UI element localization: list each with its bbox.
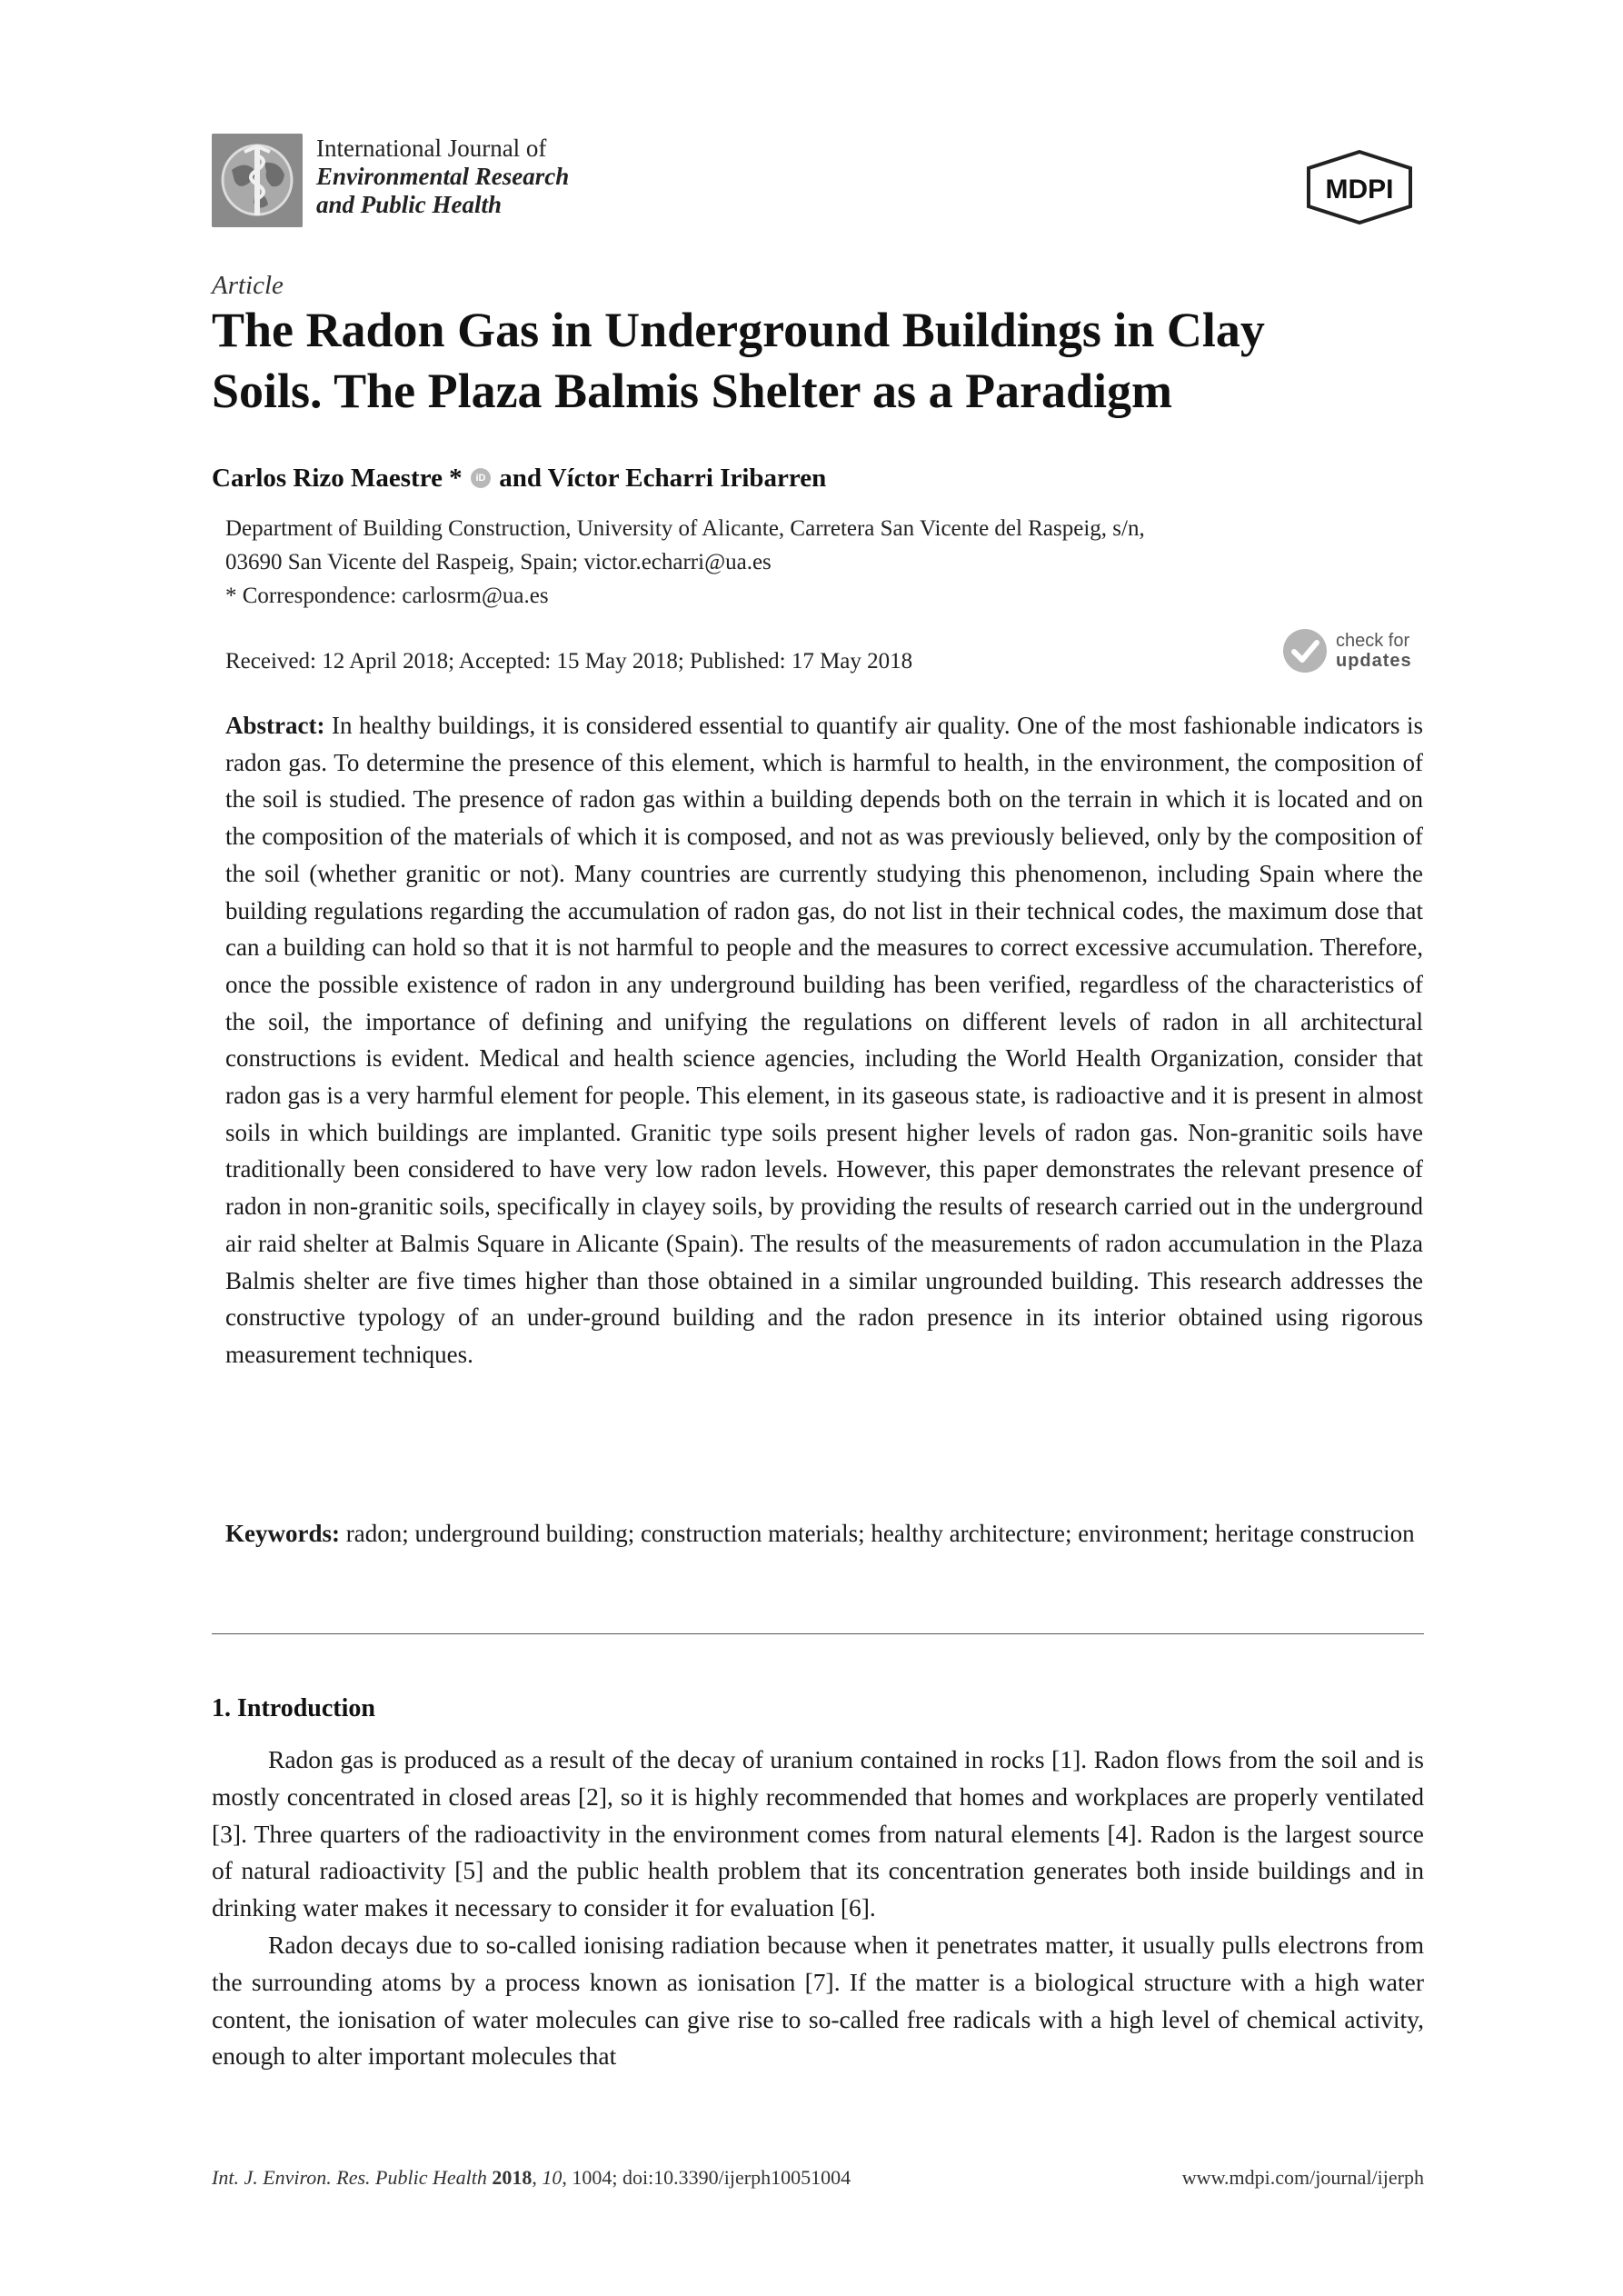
section-heading: 1. Introduction (212, 1694, 375, 1722)
journal-logo-icon (212, 134, 303, 227)
keywords (225, 1515, 1423, 1552)
check-for-updates-line2: updates (1336, 651, 1412, 671)
journal-abbrev: Int. J. Environ. Res. Public Health (212, 2166, 487, 2189)
article-title (212, 300, 1429, 422)
citation-footer: Int. J. Environ. Res. Public Health 2018, 10, 1004; doi:10.3390/ijerph10051004 (212, 2166, 851, 2189)
author-list (212, 464, 826, 494)
author-name: Carlos Rizo Maestre * (212, 464, 463, 493)
body-paragraph: Radon decays due to so-called ionising radiation because when it penetrates matter, it usually pulls electrons from the surrounding atoms by a process known as ionisation [7]. If the matter is a biological structure with a high water content, the ionisation of water molecules can give rise to so-called free radicals with a high level of chemical activity, enough to alter important molecules that (212, 1930, 1424, 2071)
correspondence: * Correspondence: carlosrm@ua.es (225, 584, 549, 608)
keywords-text: radon; underground building; construction materials; healthy architecture; environment; heritage construcion (345, 1520, 1415, 1547)
section-body (212, 1742, 1424, 2075)
mdpi-logo-text: MDPI (1325, 175, 1394, 205)
check-for-updates-button[interactable] (1281, 627, 1427, 678)
citation-volume: 10 (542, 2166, 563, 2189)
journal-name-line3: and Public Health (316, 191, 503, 218)
article-type: Article (212, 271, 284, 300)
keywords-label: Keywords: (225, 1520, 340, 1547)
citation-doi: , 1004; doi:10.3390/ijerph10051004 (562, 2166, 851, 2189)
journal-name (316, 135, 569, 219)
orcid-icon[interactable]: iD (471, 468, 491, 488)
mdpi-logo-icon (1301, 150, 1418, 225)
abstract-label: Abstract: (225, 712, 325, 739)
journal-name-line1: International Journal of (316, 135, 547, 162)
abstract (225, 707, 1423, 1373)
affiliation (225, 512, 1425, 613)
affiliation-line: 03690 San Vicente del Raspeig, Spain; victor.echarri@ua.es (225, 550, 772, 574)
check-for-updates-icon (1281, 627, 1329, 674)
journal-url-link[interactable]: www.mdpi.com/journal/ijerph (1181, 2166, 1424, 2189)
abstract-text: In healthy buildings, it is considered essential to quantify air quality. One of the most fashionable indicators is radon gas. To determine the presence of this element, which is harmful to health, in the environment, the composition of the soil is studied. The presence of radon gas within a building depends both on the terrain in which it is located and on the composition of the materials of which it is composed, and not as was previously believed, only by the composition of the soil (whether granitic or not). Many countries are currently studying this phenomenon, including Spain where the building regulations regarding the accumulation of radon gas, do not list in their technical codes, the maximum dose that can a building can hold so that it is not harmful to people and the measures to correct excessive accumulation. Therefore, once the possible existence of radon in any underground building has been verified, regardless of the characteristics of the soil, the importance of defining and unifying the regulations on different levels of radon in all architectural constructions is evident. Medical and health science agencies, including the World Health Organization, consider that radon gas is a very harmful element for people. This element, in its gaseous state, is radioactive and it is present in almost soils in which buildings are implanted. Granitic type soils present higher levels of radon gas. Non-granitic soils have traditionally been considered to have very low radon levels. However, this paper demonstrates the relevant presence of radon in non-granitic soils, specifically in clayey soils, by providing the results of research carried out in the underground air raid shelter at Balmis Square in Alicante (Spain). The results of the measurements of radon accumulation in the Plaza Balmis shelter are five times higher than those obtained in a similar ungrounded building. This research addresses the constructive typology of an under-ground building and the radon presence in its interior obtained using rigorous measurement techniques. (225, 712, 1423, 1368)
check-for-updates-label (1336, 631, 1412, 671)
article-title-line1: The Radon Gas in Underground Buildings in Clay (212, 303, 1265, 357)
body-paragraph: Radon gas is produced as a result of the decay of uranium contained in rocks [1]. Radon flows from the soil and is mostly concentrated in closed areas [2], so it is highly recommended that homes and workplaces are properly ventilated [3]. Three quarters of the radioactivity in the environment comes from natural elements [4]. Radon is the largest source of natural radioactivity [5] and the public health problem that its concentration generates both inside buildings and in drinking water makes it necessary to consider it for evaluation [6]. (212, 1745, 1424, 1922)
section-divider (212, 1633, 1424, 1634)
citation-year: 2018 (492, 2166, 533, 2189)
article-title-line2: Soils. The Plaza Balmis Shelter as a Paradigm (212, 364, 1173, 418)
check-for-updates-line1: check for (1336, 631, 1410, 651)
publication-dates: Received: 12 April 2018; Accepted: 15 May 2018; Published: 17 May 2018 (225, 649, 913, 674)
author-name: and Víctor Echarri Iribarren (499, 464, 827, 493)
affiliation-line: Department of Building Construction, University of Alicante, Carretera San Vicente del Raspeig, s/n, (225, 516, 1145, 541)
journal-name-line2: Environmental Research (316, 163, 570, 190)
